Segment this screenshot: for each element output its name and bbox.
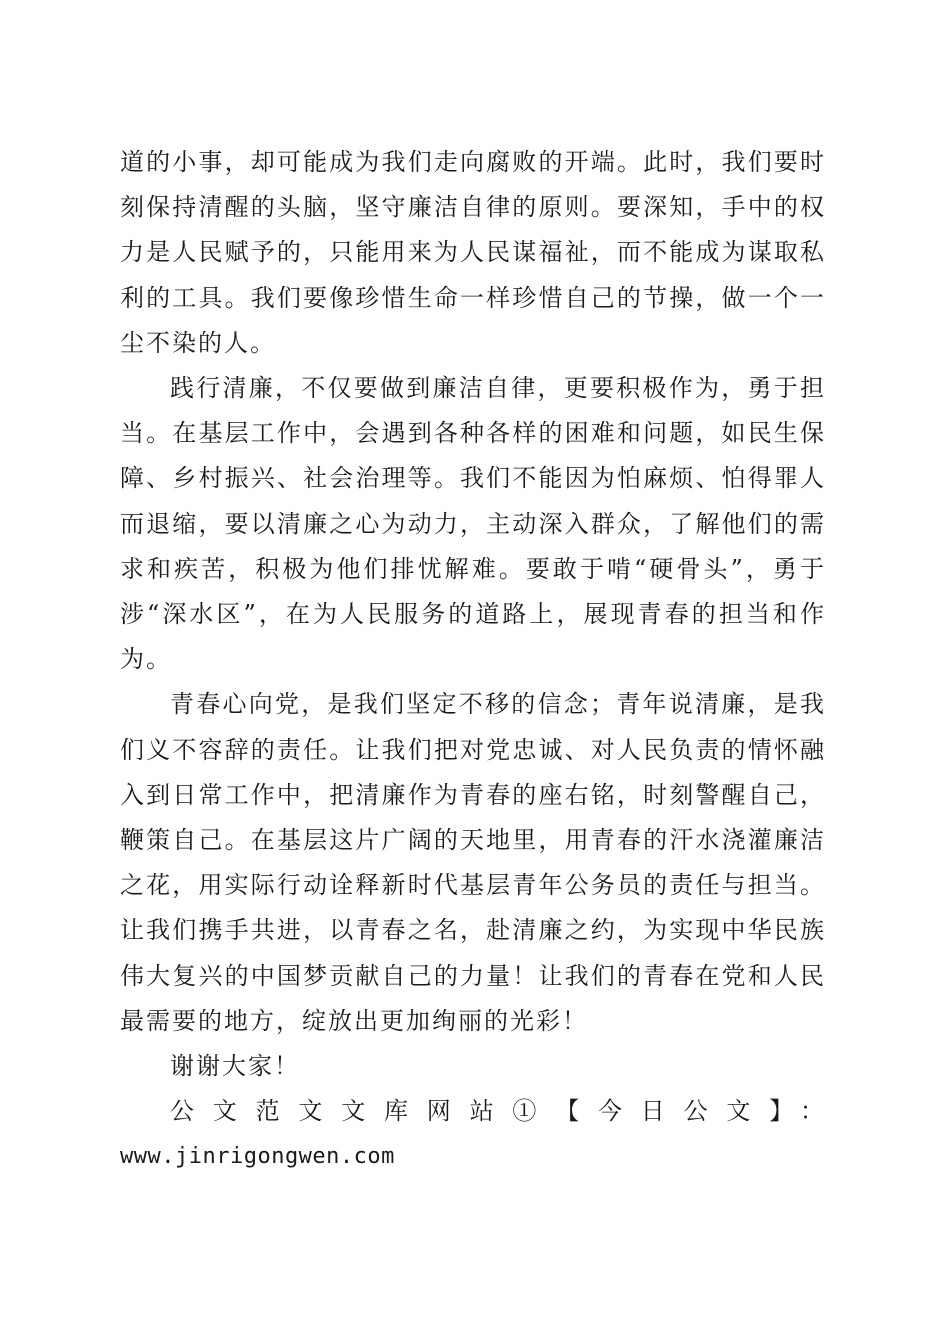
document-body (120, 140, 826, 1180)
closing-thanks: 谢谢大家！ (170, 1052, 300, 1081)
paragraph-continuation: 道的小事，却可能成为我们走向腐败的开端。此时，我们要时刻保持清醒的头脑，坚守廉洁自律的原则。要深知，手中的权力是人民赋予的，只能用来为人民谋福祉，而不能成为谋取私利的工具。我们要像珍惜生命一样珍惜自己的节操，做一个一尘不染的人。 (120, 148, 826, 357)
footer-url-link[interactable]: www.jinrigongwen.com (120, 1144, 395, 1170)
paragraph-practice-integrity: 践行清廉，不仅要做到廉洁自律，更要积极作为，勇于担当。在基层工作中，会遇到各种各样的困难和问题，如民生保障、乡村振兴、社会治理等。我们不能因为怕麻烦、怕得罪人而退缩，要以清廉之心为动力，主动深入群众，了解他们的需求和疾苦，积极为他们排忧解难。要敢于啃“硬骨头”，勇于涉“深水区”，在为人民服务的道路上，展现青春的担当和作为。 (120, 374, 826, 674)
paragraph-youth-to-party: 青春心向党，是我们坚定不移的信念；青年说清廉，是我们义不容辞的责任。让我们把对党忠诚、对人民负责的情怀融入到日常工作中，把清廉作为青春的座右铭，时刻警醒自己，鞭策自己。在基层这片广阔的天地里，用青春的汗水浇灌廉洁之花，用实际行动诠释新时代基层青年公务员的责任与担当。让我们携手共进，以青春之名，赴清廉之约，为实现中华民族伟大复兴的中国梦贡献自己的力量！让我们的青春在党和人民最需要的地方，绽放出更加绚丽的光彩！ (120, 690, 826, 1035)
footer-site-label: 公文范文文库网站①【今日公文】： (170, 1097, 826, 1126)
